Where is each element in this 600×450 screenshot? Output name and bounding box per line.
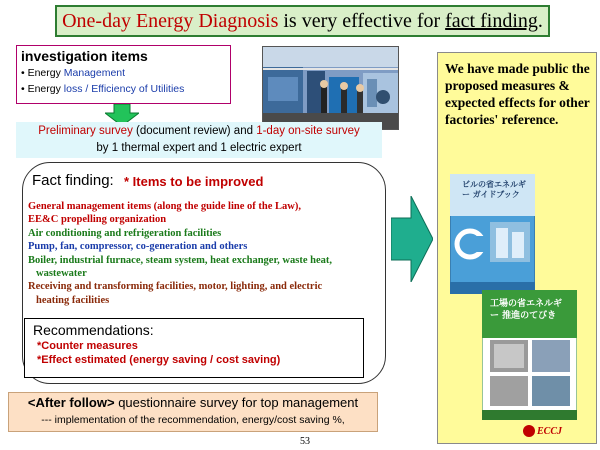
fact-finding-item: wastewater bbox=[36, 268, 87, 280]
title-part-1: One-day Energy Diagnosis bbox=[62, 9, 279, 32]
title-part-3: fact finding bbox=[445, 9, 538, 32]
title-part-2: is very effective for bbox=[278, 9, 446, 32]
eccj-logo bbox=[523, 425, 562, 437]
eccj-logo-mark-icon bbox=[523, 425, 535, 437]
book2-title: 工場の省エネルギー 推進のてびき bbox=[490, 299, 563, 321]
fact-finding-item: Receiving and transforming facilities, motor, lighting, and electric bbox=[28, 281, 323, 293]
survey-middle: (document review) and bbox=[132, 125, 257, 137]
fact-finding-note: * Items to be improved bbox=[124, 174, 264, 189]
factory-handbook-cover bbox=[482, 290, 577, 420]
title-part-4: . bbox=[537, 9, 543, 32]
right-panel-text: We have made public the proposed measures & expected effects for other factories' reference. bbox=[445, 61, 590, 127]
page-title bbox=[55, 5, 550, 37]
survey-box bbox=[16, 122, 382, 158]
fact-finding-item: Boiler, industrial furnace, steam system, heat exchanger, waste heat, bbox=[28, 254, 332, 266]
investigation-item-2-highlight: loss / Efficiency of Utilities bbox=[63, 83, 185, 95]
fact-finding-item: Air conditioning and refrigeration facilities bbox=[28, 227, 222, 239]
survey-line-1 bbox=[16, 123, 382, 140]
after-follow-line-2: --- implementation of the recommendation, energy/cost saving %, bbox=[41, 414, 345, 426]
recommendations-heading: Recommendations: bbox=[33, 322, 154, 338]
fact-finding-item: EE&C propelling organization bbox=[28, 214, 167, 226]
fact-finding-item: General management items (along the guide line of the Law), bbox=[28, 201, 301, 212]
after-follow-label: <After follow> bbox=[27, 395, 115, 410]
survey-onsite: 1-day on-site survey bbox=[256, 125, 360, 137]
plant-room-photo bbox=[262, 46, 399, 130]
survey-line-2: by 1 thermal expert and 1 electric expert bbox=[96, 142, 302, 154]
survey-preliminary: Preliminary survey bbox=[38, 125, 133, 137]
recommendation-counter-measures: *Counter measures bbox=[37, 340, 138, 352]
right-arrow-icon bbox=[391, 196, 433, 282]
after-follow-rest: questionnaire survey for top management bbox=[114, 395, 359, 410]
investigation-title: investigation items bbox=[21, 48, 148, 64]
book1-title: ビルの省エネルギー ガイドブック bbox=[462, 180, 526, 199]
investigation-item-2-prefix: • Energy bbox=[21, 83, 64, 95]
investigation-item-1-prefix: • Energy bbox=[21, 67, 64, 79]
investigation-item-2 bbox=[21, 81, 226, 97]
investigation-items-box bbox=[16, 45, 231, 104]
recommendations-box bbox=[24, 318, 364, 378]
fact-finding-item: Pump, fan, compressor, co-generation and others bbox=[28, 241, 248, 253]
fact-finding-list bbox=[28, 200, 380, 307]
fact-finding-item: heating facilities bbox=[36, 294, 110, 306]
eccj-logo-text: ECCJ bbox=[537, 425, 563, 437]
after-follow-line-1 bbox=[9, 393, 377, 413]
investigation-item-1 bbox=[21, 65, 226, 81]
fact-finding-heading: Fact finding: bbox=[32, 172, 114, 189]
recommendation-effect-estimated: *Effect estimated (energy saving / cost saving) bbox=[37, 354, 281, 366]
investigation-item-1-highlight: Management bbox=[63, 67, 126, 79]
building-guidebook-cover bbox=[450, 174, 535, 294]
page-number: 53 bbox=[300, 436, 310, 447]
after-follow-box bbox=[8, 392, 378, 432]
